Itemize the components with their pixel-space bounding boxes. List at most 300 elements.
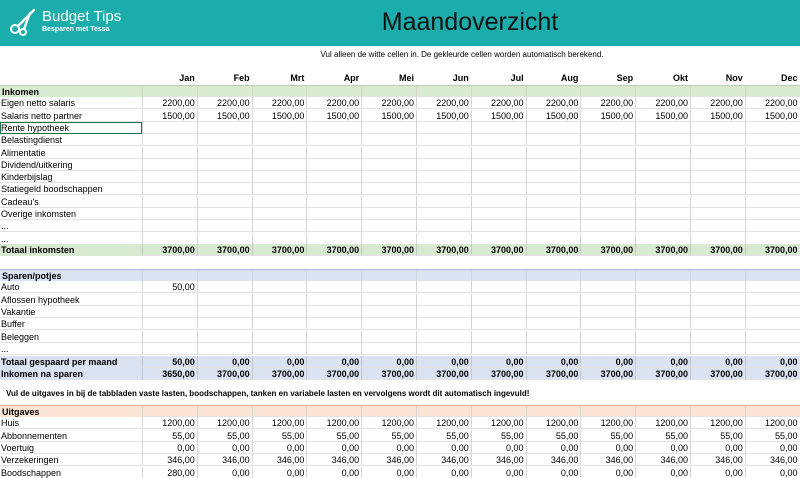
income-row [0,147,800,159]
cell-jan[interactable] [142,147,197,159]
cell-mei[interactable] [361,331,416,343]
cell-apr[interactable] [306,159,361,171]
cell-feb[interactable] [197,294,252,306]
cell-jan[interactable] [142,294,197,306]
cell-sep: 346,00 [580,454,635,466]
cell-mei[interactable]: 1500,00 [361,110,416,122]
cell-okt[interactable] [635,294,690,306]
cell-nov[interactable] [690,294,745,306]
cell-sep[interactable] [580,147,635,159]
cell-jul[interactable] [471,294,526,306]
cell-mrt[interactable] [252,196,307,208]
cell-feb[interactable] [197,281,252,293]
cell-mrt[interactable] [252,220,307,232]
cell-dec [745,406,800,417]
cell-mei[interactable] [361,208,416,220]
cell-nov[interactable] [690,331,745,343]
cell-apr[interactable] [306,343,361,355]
cell-mei: 3700,00 [361,368,416,380]
cell-sep[interactable] [580,281,635,293]
cell-aug[interactable] [526,134,581,146]
row-label: Huis [0,417,142,429]
cell-okt[interactable] [635,183,690,195]
cell-dec: 1200,00 [745,417,800,429]
cell-nov[interactable] [690,122,745,134]
month-header: Okt [672,73,688,83]
cell-jan[interactable] [142,122,197,134]
cell-mei[interactable] [361,171,416,183]
cell-apr[interactable] [306,208,361,220]
cell-aug[interactable]: 1500,00 [526,110,581,122]
cell-jun[interactable] [416,306,471,318]
cell-nov[interactable] [690,159,745,171]
cell-jul[interactable]: 2200,00 [471,97,526,109]
row-label: Overige inkomsten [0,208,142,220]
cell-mei[interactable] [361,281,416,293]
cell-aug[interactable] [526,233,581,245]
cell-mrt[interactable] [252,159,307,171]
expense-row [0,430,800,442]
cell-jun[interactable] [416,171,471,183]
cell-apr[interactable] [306,147,361,159]
cell-jul[interactable] [471,134,526,146]
cell-mei[interactable] [361,147,416,159]
cell-jun: 3700,00 [416,244,471,256]
cell-jun[interactable] [416,134,471,146]
cell-aug[interactable] [526,281,581,293]
cell-nov[interactable] [690,318,745,330]
cell-aug[interactable] [526,331,581,343]
cell-dec[interactable]: 2200,00 [745,97,800,109]
cell-mrt: 55,00 [252,430,307,442]
cell-mrt [252,270,307,281]
cell-apr[interactable]: 1500,00 [306,110,361,122]
cell-jan[interactable] [142,134,197,146]
cell-nov[interactable] [690,208,745,220]
cell-feb[interactable] [197,306,252,318]
cell-jul[interactable] [471,171,526,183]
instruction-text: Vul alleen de witte cellen in. De gekleurde cellen worden automatisch berekend. [320,50,604,59]
cell-mrt[interactable] [252,171,307,183]
cell-jun[interactable] [416,196,471,208]
cell-mrt[interactable]: 2200,00 [252,97,307,109]
cell-mei[interactable] [361,294,416,306]
cell-sep[interactable] [580,183,635,195]
cell-jan[interactable] [142,343,197,355]
cell-mei [361,270,416,281]
cell-feb[interactable] [197,159,252,171]
cell-mrt[interactable]: 1500,00 [252,110,307,122]
cell-mei[interactable] [361,183,416,195]
cell-nov[interactable] [690,134,745,146]
cell-mei[interactable] [361,134,416,146]
cell-feb[interactable] [197,331,252,343]
cell-jul[interactable] [471,183,526,195]
cell-jul[interactable] [471,306,526,318]
cell-mrt[interactable] [252,122,307,134]
row-label: Totaal inkomsten [1,245,75,256]
cell-sep[interactable] [580,208,635,220]
cell-mrt: 0,00 [252,467,307,478]
cell-sep[interactable] [580,318,635,330]
cell-mei[interactable] [361,196,416,208]
cell-mrt[interactable] [252,343,307,355]
cell-apr[interactable] [306,122,361,134]
cell-nov[interactable] [690,171,745,183]
cell-jun[interactable] [416,233,471,245]
cell-dec[interactable] [745,208,800,220]
income-row [0,233,800,245]
cell-dec[interactable] [745,318,800,330]
cell-apr[interactable] [306,134,361,146]
cell-jun[interactable] [416,183,471,195]
cell-jan[interactable] [142,220,197,232]
cell-jul[interactable] [471,281,526,293]
cell-dec[interactable]: 1500,00 [745,110,800,122]
cell-okt [635,406,690,417]
cell-aug[interactable] [526,183,581,195]
cell-sep: 55,00 [580,430,635,442]
cell-apr[interactable] [306,196,361,208]
cell-jan[interactable] [142,318,197,330]
cell-mei[interactable]: 2200,00 [361,97,416,109]
cell-mei[interactable] [361,343,416,355]
cell-feb[interactable] [197,147,252,159]
cell-sep[interactable] [580,171,635,183]
cell-jan[interactable] [142,196,197,208]
income-row [0,97,800,109]
cell-sep [580,270,635,281]
cell-aug[interactable] [526,159,581,171]
cell-feb: 0,00 [197,467,252,478]
row-label: Eigen netto salaris [0,97,142,109]
cell-jan: 55,00 [142,430,197,442]
cell-dec[interactable] [745,220,800,232]
cell-jan[interactable] [142,183,197,195]
cell-mrt[interactable] [252,318,307,330]
cell-jul[interactable] [471,196,526,208]
cell-nov: 0,00 [690,467,745,478]
cell-aug[interactable] [526,122,581,134]
cell-jun[interactable]: 1500,00 [416,110,471,122]
cell-sep[interactable] [580,343,635,355]
cell-feb[interactable]: 2200,00 [197,97,252,109]
cell-jul[interactable] [471,122,526,134]
cell-sep[interactable]: 1500,00 [580,110,635,122]
cell-aug[interactable] [526,171,581,183]
cell-jul[interactable] [471,331,526,343]
cell-feb[interactable] [197,208,252,220]
savings-total-row [0,356,800,368]
row-label: Beleggen [0,331,142,343]
cell-jan[interactable] [142,306,197,318]
cell-apr[interactable] [306,220,361,232]
month-header-row [0,72,800,84]
cell-sep[interactable] [580,220,635,232]
cell-sep: 1200,00 [580,417,635,429]
cell-apr[interactable] [306,294,361,306]
month-header: Feb [233,73,250,83]
cell-mrt[interactable] [252,281,307,293]
cell-okt[interactable]: 2200,00 [635,97,690,109]
cell-dec[interactable] [745,122,800,134]
cell-okt[interactable]: 1500,00 [635,110,690,122]
cell-mei[interactable] [361,306,416,318]
cell-nov: 55,00 [690,430,745,442]
cell-sep[interactable]: 2200,00 [580,97,635,109]
cell-aug[interactable]: 2200,00 [526,97,581,109]
cell-feb: 0,00 [197,356,252,368]
cell-aug[interactable] [526,220,581,232]
cell-dec[interactable] [745,281,800,293]
cell-okt[interactable] [635,233,690,245]
cell-jan[interactable] [142,171,197,183]
cell-jan[interactable]: 1500,00 [142,110,197,122]
cell-apr[interactable] [306,183,361,195]
row-label: Inkomen [2,87,40,97]
cell-okt: 346,00 [635,454,690,466]
cell-aug: 1200,00 [526,417,581,429]
cell-jun[interactable] [416,159,471,171]
cell-jun[interactable]: 2200,00 [416,97,471,109]
cell-aug[interactable] [526,343,581,355]
cell-jan[interactable] [142,208,197,220]
cell-nov[interactable] [690,147,745,159]
cell-feb[interactable]: 1500,00 [197,110,252,122]
row-label: Auto [0,281,142,293]
cell-okt[interactable] [635,171,690,183]
cell-okt[interactable] [635,318,690,330]
cell-okt[interactable] [635,196,690,208]
cell-sep[interactable] [580,331,635,343]
cell-jan: 346,00 [142,454,197,466]
cell-jul: 346,00 [471,454,526,466]
cell-okt [635,270,690,281]
cell-okt[interactable] [635,306,690,318]
cell-mrt[interactable] [252,294,307,306]
cell-nov[interactable] [690,343,745,355]
cell-jun[interactable] [416,208,471,220]
income-row [0,122,800,134]
cell-jan[interactable]: 50,00 [142,281,197,293]
cell-mei[interactable] [361,220,416,232]
cell-okt[interactable] [635,134,690,146]
cell-sep[interactable] [580,196,635,208]
cell-jan: 1200,00 [142,417,197,429]
cell-feb[interactable] [197,171,252,183]
cell-dec: 0,00 [745,442,800,454]
cell-apr[interactable] [306,233,361,245]
cell-feb[interactable] [197,233,252,245]
cell-okt[interactable] [635,281,690,293]
savings-row [0,318,800,330]
cell-apr[interactable]: 2200,00 [306,97,361,109]
cell-mei[interactable] [361,159,416,171]
cell-feb[interactable] [197,122,252,134]
cell-jul[interactable] [471,208,526,220]
cell-nov: 0,00 [690,356,745,368]
cell-jun[interactable] [416,318,471,330]
cell-dec[interactable] [745,196,800,208]
cell-feb[interactable] [197,183,252,195]
cell-apr: 1200,00 [306,417,361,429]
cell-aug[interactable] [526,147,581,159]
cell-okt[interactable] [635,122,690,134]
cell-dec[interactable] [745,171,800,183]
cell-jul[interactable]: 1500,00 [471,110,526,122]
cell-okt[interactable] [635,147,690,159]
cell-mei: 1200,00 [361,417,416,429]
cell-apr[interactable] [306,306,361,318]
cell-mrt: 3700,00 [252,368,307,380]
row-label: Dividend/uitkering [0,159,142,171]
cell-jan [142,270,197,281]
cell-dec: 0,00 [745,356,800,368]
cell-nov[interactable] [690,196,745,208]
cell-mrt[interactable] [252,183,307,195]
cell-aug[interactable] [526,208,581,220]
cell-nov[interactable] [690,220,745,232]
cell-dec[interactable] [745,306,800,318]
cell-dec[interactable] [745,147,800,159]
cell-apr[interactable] [306,331,361,343]
cell-okt[interactable] [635,331,690,343]
cell-jun[interactable] [416,281,471,293]
cell-mrt[interactable] [252,208,307,220]
cell-mrt [252,86,307,97]
cell-okt[interactable] [635,220,690,232]
cell-jul[interactable] [471,318,526,330]
cell-mrt[interactable] [252,134,307,146]
cell-apr[interactable] [306,171,361,183]
cell-jan [142,86,197,97]
cell-mrt: 346,00 [252,454,307,466]
cell-aug[interactable] [526,306,581,318]
cell-mrt: 0,00 [252,442,307,454]
cell-nov: 3700,00 [690,244,745,256]
cell-mei[interactable] [361,122,416,134]
cell-dec[interactable] [745,343,800,355]
cell-feb[interactable] [197,318,252,330]
cell-jan: 280,00 [142,467,197,478]
cell-aug[interactable] [526,318,581,330]
cell-jul[interactable] [471,343,526,355]
cell-jan[interactable]: 2200,00 [142,97,197,109]
cell-jun[interactable] [416,220,471,232]
cell-dec [745,86,800,97]
cell-nov[interactable] [690,281,745,293]
cell-mei[interactable] [361,318,416,330]
expense-row [0,454,800,466]
cell-feb[interactable] [197,196,252,208]
expense-row [0,467,800,478]
cell-nov[interactable]: 2200,00 [690,97,745,109]
cell-jul[interactable] [471,159,526,171]
cell-sep[interactable] [580,233,635,245]
cell-aug[interactable] [526,294,581,306]
cell-okt: 55,00 [635,430,690,442]
cell-okt[interactable] [635,343,690,355]
cell-aug: 55,00 [526,430,581,442]
cell-nov[interactable] [690,233,745,245]
cell-jun[interactable] [416,294,471,306]
row-label: Rente hypotheek [0,122,142,134]
cell-mrt [252,406,307,417]
cell-nov[interactable] [690,306,745,318]
cell-jun[interactable] [416,122,471,134]
cell-jun[interactable] [416,147,471,159]
cell-dec: 55,00 [745,430,800,442]
cell-jul: 55,00 [471,430,526,442]
cell-feb [197,406,252,417]
cell-jun [416,270,471,281]
cell-jan[interactable] [142,159,197,171]
cell-feb [197,86,252,97]
cell-apr[interactable] [306,281,361,293]
cell-dec[interactable] [745,233,800,245]
cell-jun[interactable] [416,343,471,355]
cell-apr[interactable] [306,318,361,330]
row-label: Abbonnementen [0,430,142,442]
cell-aug[interactable] [526,196,581,208]
month-header: Dec [781,73,798,83]
savings-row [0,294,800,306]
cell-dec[interactable] [745,134,800,146]
section-expenses [0,405,800,417]
cell-jul[interactable] [471,147,526,159]
row-label: ... [0,343,142,355]
row-label: Boodschappen [0,467,142,478]
cell-nov[interactable] [690,183,745,195]
cell-feb[interactable] [197,134,252,146]
cell-sep: 3700,00 [580,368,635,380]
cell-mrt[interactable] [252,331,307,343]
header-banner [0,0,800,46]
cell-dec[interactable] [745,159,800,171]
cell-mei[interactable] [361,233,416,245]
cell-sep[interactable] [580,122,635,134]
cell-sep[interactable] [580,134,635,146]
cell-mrt[interactable] [252,306,307,318]
cell-jun [416,406,471,417]
cell-mrt: 0,00 [252,356,307,368]
cell-dec[interactable] [745,294,800,306]
cell-jan[interactable] [142,233,197,245]
cell-dec[interactable] [745,331,800,343]
cell-sep[interactable] [580,294,635,306]
cell-feb[interactable] [197,220,252,232]
cell-okt[interactable] [635,208,690,220]
month-header: Jan [179,73,195,83]
cell-jun[interactable] [416,331,471,343]
page-title: Maandoverzicht [381,8,559,36]
cell-jul: 0,00 [471,442,526,454]
cell-nov[interactable]: 1500,00 [690,110,745,122]
cell-jul[interactable] [471,233,526,245]
cell-jul: 3700,00 [471,244,526,256]
cell-jan: 3650,00 [142,368,197,380]
cell-mrt[interactable] [252,233,307,245]
cell-jul[interactable] [471,220,526,232]
cell-okt[interactable] [635,159,690,171]
cell-jan[interactable] [142,331,197,343]
cell-mrt[interactable] [252,147,307,159]
cell-feb: 55,00 [197,430,252,442]
cell-sep[interactable] [580,159,635,171]
cell-dec[interactable] [745,183,800,195]
cell-feb[interactable] [197,343,252,355]
cell-sep[interactable] [580,306,635,318]
